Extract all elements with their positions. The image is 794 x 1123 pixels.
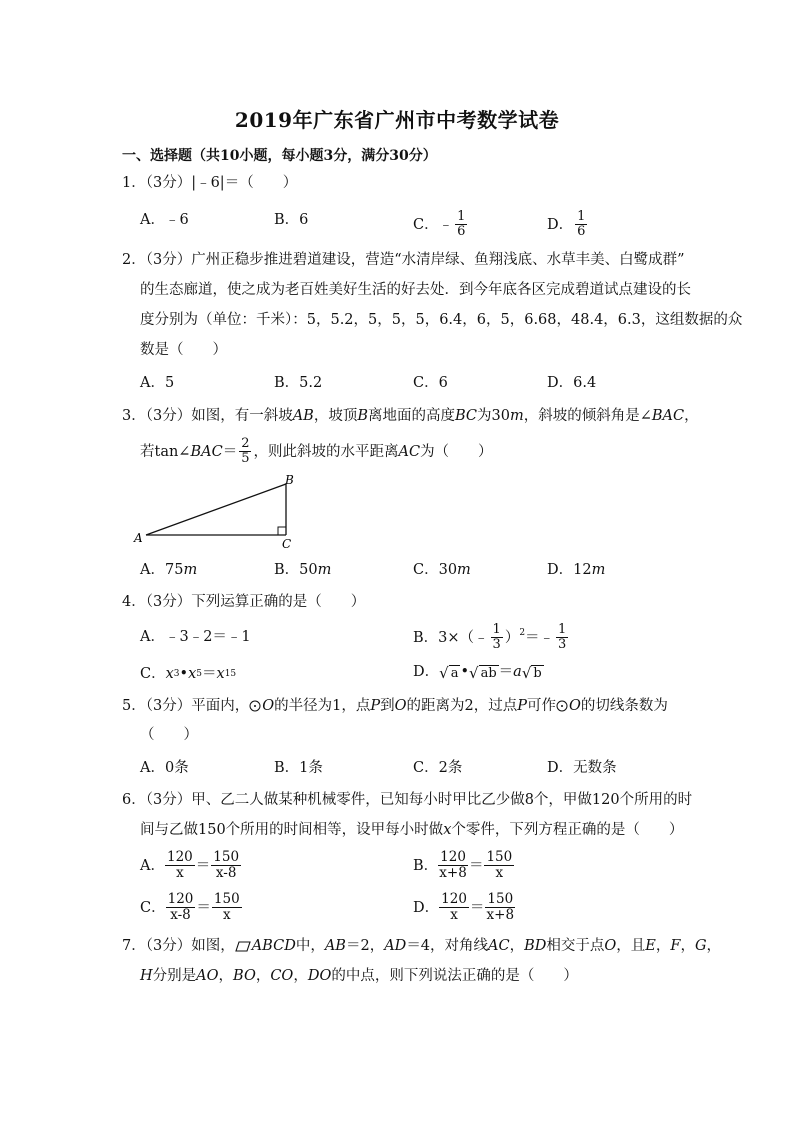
q2-option-a: A．5 — [140, 375, 175, 391]
q2-line-2: 的生态廊道，使之成为老百姓美好生活的好去处．到今年底各区完成碧道试点建设的长 — [140, 282, 691, 298]
q3-slope-figure — [130, 470, 310, 550]
q2-option-c: C．6 — [413, 375, 448, 391]
q1-option-b: B．6 — [274, 212, 309, 228]
q6-option-b: B． 120 x+8 ＝ 150 x — [413, 849, 513, 881]
q5-line-1: 5．（3分）平面内， O的半径为1，点P到O的距离为2，过点P可作 O的切线条数为 — [122, 698, 668, 714]
q3-tan-fraction: $\frac{2}{5}$ — [241, 436, 250, 466]
q1-stem: 1．（3分）|﹣6|＝（ ） — [122, 175, 298, 191]
fig-label-a: A — [134, 531, 143, 545]
fig-label-c: C — [282, 537, 292, 550]
q6-option-a: A． 120 x ＝ 150 x-8 — [140, 849, 240, 881]
q5-option-a: A．0条 — [140, 760, 189, 776]
q5-option-c: C．2条 — [413, 760, 463, 776]
q6-option-c: C． 120 x-8 ＝ 150 x — [140, 891, 240, 923]
q7-line-2: H分别是AO，BO，CO，DO的中点，则下列说法正确的是（ ） — [140, 968, 578, 984]
q2-line-4: 数是（ ） — [140, 342, 227, 358]
q2-line-1: 2．（3分）广州正稳步推进碧道建设，营造“水清岸绿、鱼翔浅底、水草丰美、白鹭成群” — [122, 252, 685, 268]
page-title: 2019年广东省广州市中考数学试卷 — [234, 108, 560, 132]
q3-option-b: B．50 m — [274, 562, 332, 578]
q7-line-1: 7．（3分）如图， ABCD中，AB＝2，AD＝4，对角线AC，BD相交于点O，且E，F，G， — [122, 938, 722, 954]
q5-line-2: （ ） — [140, 727, 198, 743]
q3-option-d: D．12 m — [547, 562, 606, 578]
q4-stem: 4．（3分）下列运算正确的是（ ） — [122, 594, 366, 610]
q4-option-a: A．﹣3﹣2＝﹣1 — [140, 629, 251, 645]
circle-odot-icon — [249, 700, 261, 712]
circle-odot-icon — [556, 700, 568, 712]
q1-option-c: C． ﹣ $\frac{1}{6}$ — [413, 209, 466, 239]
q1-d-fraction: $\frac{1}{6}$ — [577, 209, 586, 239]
q3-line-2: 若tan∠ BAC ＝ $\frac{2}{5}$ ，则此斜坡的水平距离 AC 为（ ） — [140, 436, 493, 466]
q6-line-2: 间与乙做150个所用的时间相等，设甲每小时做x个零件，下列方程正确的是（ ） — [140, 822, 684, 838]
q6-line-1: 6．（3分）甲、乙二人做某种机械零件，已知每小时甲比乙少做8个，甲做120个所用的时 — [122, 792, 693, 808]
q3-option-a: A．75 m — [140, 562, 198, 578]
q2-option-b: B．5.2 — [274, 375, 323, 391]
section-heading: 一、选择题（共10小题，每小题3分，满分30分） — [122, 148, 437, 164]
q1-option-a: A．﹣6 — [140, 212, 189, 228]
fig-label-b: B — [285, 473, 294, 487]
parallelogram-icon — [235, 941, 251, 952]
q4-option-b: B．3×（﹣ $\frac{1}{3}$ ） $^2$ ＝﹣ $\frac{1}{3}$ — [413, 622, 567, 652]
q5-option-d: D．无数条 — [547, 760, 617, 776]
q1-c-fraction: $\frac{1}{6}$ — [457, 209, 466, 239]
q2-line-3: 度分别为（单位：千米）：5，5.2，5，5，5，6.4，6，5，6.68，48.4，6.3，这组数据的众 — [140, 312, 743, 328]
q4-option-d: D． √ a • √ ab ＝ a √ b — [413, 663, 542, 682]
q3-line-1: 3．（3分）如图，有一斜坡AB，坡顶B离地面的高度BC为30m，斜坡的倾斜角是∠BAC， — [122, 408, 699, 424]
q2-option-d: D．6.4 — [547, 375, 597, 391]
q3-option-c: C．30 m — [413, 562, 471, 578]
q5-option-b: B．1条 — [274, 760, 323, 776]
q4-option-c: C． x 3 • x 5 ＝ x 15 — [140, 666, 237, 682]
q6-option-d: D． 120 x ＝ 150 x+8 — [413, 891, 515, 923]
q1-option-d: D． $\frac{1}{6}$ — [547, 209, 586, 239]
